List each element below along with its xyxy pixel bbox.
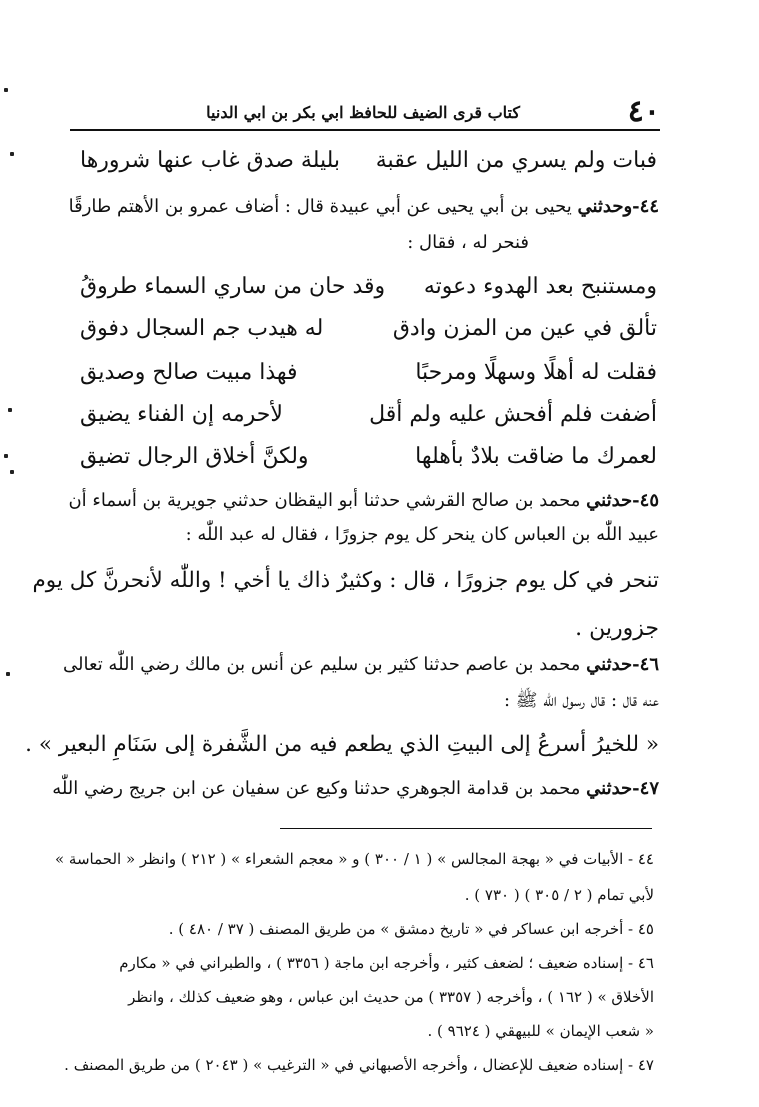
footnote-46-line3: « شعب الإيمان » للبيهقي ( ٩٦٢٤ ) . [427,1022,654,1040]
footnote-46-line2: الأخلاق » ( ١٦٢ ) ، وأخرجه ( ٣٣٥٧ ) من حديث ابن عباس ، وهو ضعيف كذلك ، وانظر [128,988,654,1006]
footnote-divider [280,828,652,829]
verse-right: فبات ولم يسري من الليل عقبة [375,148,657,173]
footnote-44-line1: ٤٤ - الأبيات في « بهجة المجالس » ( ١ / ٣٠٠ ) و « معجم الشعراء » ( ٢١٢ ) وانظر « الحماسة » [54,850,654,868]
hadith-44-line1 [69,198,659,216]
hadith-number: ٤٦- [632,654,659,675]
hadith-number: ٤٤- [632,196,659,217]
poem-right-5: لعمرك ما ضاقت بلادٌ بأهلها [415,444,657,469]
hadith-45-line2: عبيد اللّٰه بن العباس كان ينحر كل يوم جزورًا ، فقال له عبد اللّٰه : [185,524,659,545]
footnote-45: ٤٥ - أخرجه ابن عساكر في « تاريخ دمشق » من طريق المصنف ( ٣٧ / ٤٨٠ ) . [168,920,654,938]
verse-left: بليلة صدق غاب عنها شرورها [80,148,341,173]
poem-right-3: فقلت له أهلًا وسهلًا ومرحبًا [415,360,657,385]
hadith-text: محمد بن عاصم حدثنا كثير بن سليم عن أنس بن مالك رضي اللّٰه تعالى [63,654,581,675]
footnote-44-line2: لأبي تمام ( ٢ / ٣٠٥ ) ( ٧٣٠ ) . [464,886,654,904]
hadith-45-quote2: جزورين . [575,616,659,641]
poem-left-1: وقد حان من ساري السماء طروقُ [80,274,386,299]
scan-mark [8,408,12,412]
hadith-44-line2: فنحر له ، فقال : [407,232,529,253]
scan-mark [6,672,10,676]
hadith-46-line2: عنه قال : قال رسول اللّٰه ﷺ : [503,690,659,711]
hadith-keyword: وحدثني [577,196,633,217]
hadith-keyword: حدثني [586,490,633,511]
poem-left-2: له هيدب جم السجال دفوق [80,316,324,341]
page-number: ٤٠ [627,94,660,129]
hadith-number: ٤٧- [632,778,659,799]
hadith-keyword: حدثني [586,654,633,675]
hadith-text: يحيى بن أبي يحيى عن أبي عبيدة قال : أضاف عمرو بن الأهتم طارقًا [68,196,572,217]
hadith-number: ٤٥- [632,490,659,511]
scan-mark [10,152,14,156]
hadith-text: محمد بن قدامة الجوهري حدثنا وكيع عن سفيان عن ابن جريج رضي اللّٰه [52,778,581,799]
hadith-46-line1 [63,656,659,674]
hadith-45-line1 [68,492,659,510]
poem-right-4: أضفت فلم أفحش عليه ولم أقل [369,402,657,427]
hadith-45-quote1: تنحر في كل يوم جزورًا ، قال : وكثيرٌ ذاك يا أخي ! واللّٰه لأنحرنَّ كل يوم [32,568,659,593]
footnote-47: ٤٧ - إسناده ضعيف للإعضال ، وأخرجه الأصبهاني في « الترغيب » ( ٢٠٤٣ ) من طريق المصنف . [64,1056,654,1074]
footnote-46-line1: ٤٦ - إسناده ضعيف ؛ لضعف كثير ، وأخرجه ابن ماجة ( ٣٣٥٦ ) ، والطبراني في « مكارم [119,954,654,972]
poem-left-4: لأحرمه إن الفناء يضيق [80,402,283,427]
scan-mark [4,454,8,458]
scan-mark [4,88,8,92]
poem-right-2: تألق في عين من المزن وادق [392,316,657,341]
hadith-text: محمد بن صالح القرشي حدثنا أبو اليقظان حدثني جويرية بن أسماء أن [68,490,581,511]
poem-left-5: ولكنَّ أخلاق الرجال تضيق [80,444,309,469]
hadith-keyword: حدثني [586,778,633,799]
page-header [70,95,660,131]
hadith-47-line1 [52,780,659,798]
running-title: كتاب قرى الضيف للحافظ ابي بكر بن ابي الدنيا [206,103,520,122]
poem-left-3: فهذا مبيت صالح وصديق [80,360,298,385]
scan-mark [10,470,14,474]
poem-right-1: ومستنبح بعد الهدوء دعوته [423,274,657,299]
hadith-46-text: « للخيرُ أسرعُ إلى البيتِ الذي يطعم فيه من الشَّفرة إلى سَنَامِ البعير » . [25,732,659,757]
